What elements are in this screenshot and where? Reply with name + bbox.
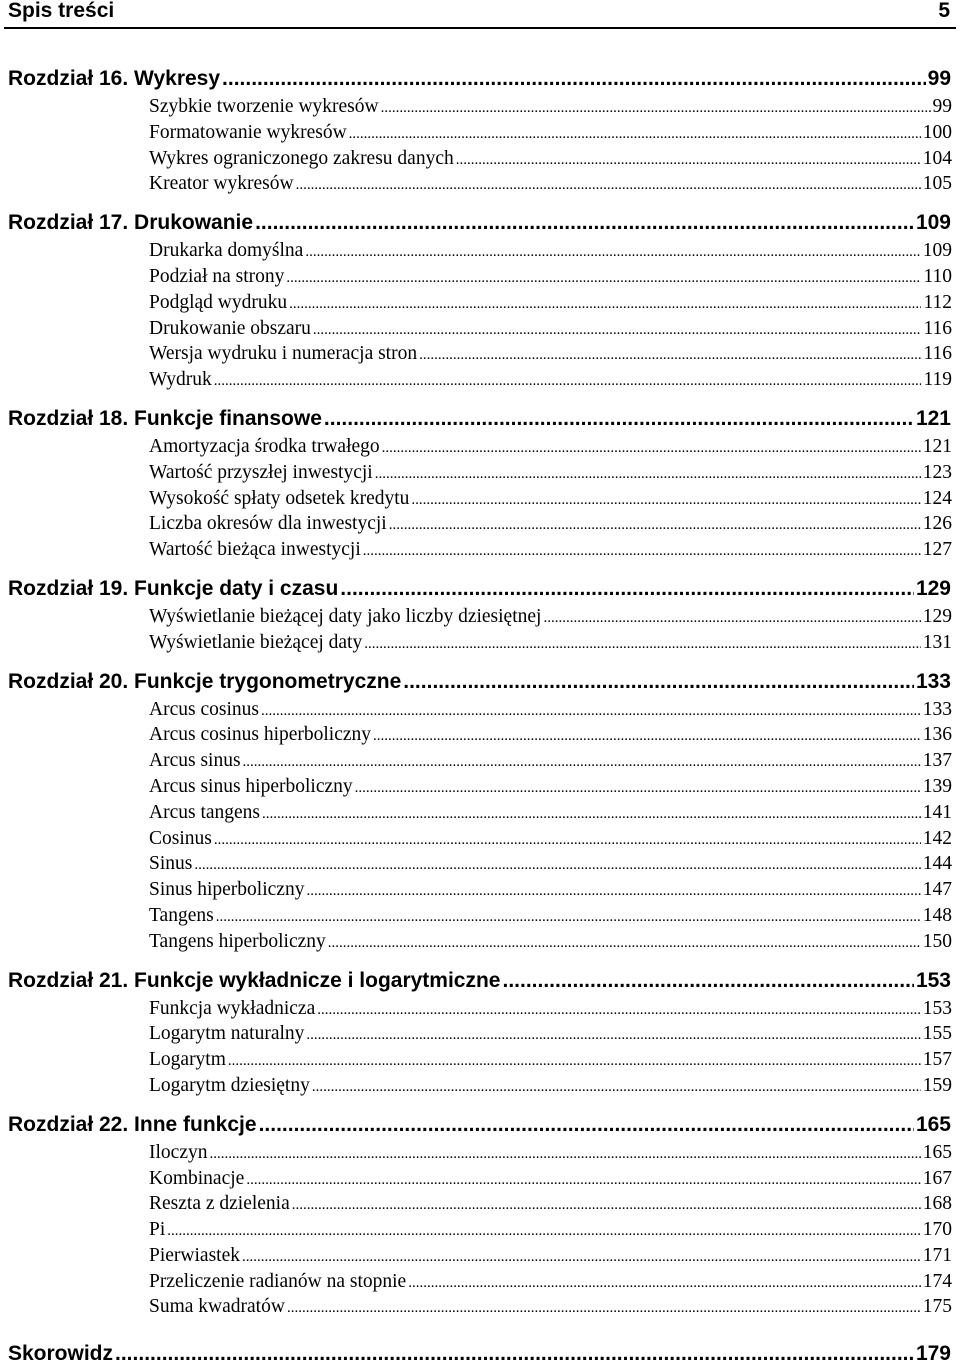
chapter-entry[interactable] bbox=[8, 667, 951, 697]
section-entry-title: Arcus sinus bbox=[149, 750, 241, 772]
section-entry-page: 116 bbox=[923, 343, 952, 365]
dot-leader bbox=[317, 998, 921, 1024]
section-entry-page: 159 bbox=[922, 1074, 952, 1096]
table-of-contents bbox=[0, 64, 960, 1369]
chapter-entry[interactable] bbox=[8, 404, 951, 434]
chapter-entry-title: Rozdział 21. Funkcje wykładnicze i logarytmiczne bbox=[8, 968, 501, 992]
chapter-entry-page: 133 bbox=[915, 669, 951, 693]
dot-leader bbox=[364, 632, 921, 658]
section-entry-page: 168 bbox=[922, 1193, 952, 1215]
section-entry-page: 110 bbox=[923, 265, 952, 287]
section-entry[interactable] bbox=[149, 434, 952, 460]
section-entry-page: 167 bbox=[922, 1167, 952, 1189]
section-entry-title: Arcus cosinus bbox=[149, 698, 259, 720]
section-entry-title: Drukowanie obszaru bbox=[149, 317, 311, 339]
section-entry-page: 144 bbox=[922, 853, 952, 875]
section-entry-title: Podgląd wydruku bbox=[149, 291, 288, 313]
chapter-block bbox=[0, 574, 960, 656]
section-entry[interactable] bbox=[149, 996, 952, 1022]
section-entry[interactable] bbox=[149, 367, 952, 393]
section-entry-page: 148 bbox=[922, 904, 952, 926]
section-entry[interactable] bbox=[149, 316, 952, 342]
section-entry-title: Amortyzacja środka trwałego bbox=[149, 435, 380, 457]
dot-leader bbox=[214, 828, 921, 854]
dot-leader bbox=[242, 1245, 921, 1271]
header-divider bbox=[4, 27, 956, 29]
dot-leader bbox=[296, 173, 921, 199]
section-entry[interactable] bbox=[149, 486, 952, 512]
section-entry[interactable] bbox=[149, 877, 952, 903]
section-entry-page: 127 bbox=[922, 539, 952, 561]
section-entry-title: Pi bbox=[149, 1219, 166, 1241]
chapter-entry-title: Rozdział 16. Wykresy bbox=[8, 67, 221, 90]
chapter-entry-title: Rozdział 18. Funkcje finansowe bbox=[8, 406, 322, 430]
section-entry-page: 99 bbox=[932, 96, 952, 117]
section-entry-page: 147 bbox=[922, 879, 952, 901]
dot-leader bbox=[419, 343, 921, 369]
chapter-entry-page: 153 bbox=[915, 968, 951, 992]
section-entry-title: Wartość bieżąca inwestycji bbox=[149, 539, 361, 561]
dot-leader bbox=[411, 488, 920, 514]
chapter-entry-page: 129 bbox=[915, 576, 951, 600]
dot-leader bbox=[328, 931, 921, 957]
page-header bbox=[0, 0, 960, 26]
section-entry[interactable] bbox=[149, 851, 952, 877]
section-entry-title: Sinus bbox=[149, 853, 193, 875]
section-entry-title: Liczba okresów dla inwestycji bbox=[149, 513, 387, 535]
section-entry-title: Suma kwadratów bbox=[149, 1296, 285, 1318]
dot-leader bbox=[214, 369, 922, 395]
section-entry-page: 100 bbox=[922, 121, 952, 143]
dot-leader bbox=[373, 724, 921, 750]
dot-leader bbox=[305, 240, 920, 266]
section-entry-title: Szybkie tworzenie wykresów bbox=[149, 96, 379, 117]
section-entry[interactable] bbox=[149, 826, 952, 852]
dot-leader bbox=[262, 802, 921, 828]
section-entry-page: 116 bbox=[923, 317, 952, 339]
chapter-entry-page: 121 bbox=[915, 406, 951, 430]
chapter-entry-page: 99 bbox=[927, 67, 951, 90]
section-entry[interactable] bbox=[149, 1047, 952, 1073]
dot-leader bbox=[216, 905, 921, 931]
section-entry[interactable] bbox=[149, 1217, 952, 1243]
section-entry-title: Sinus hiperboliczny bbox=[149, 879, 305, 901]
section-entry-title: Wartość przyszłej inwestycji bbox=[149, 461, 373, 483]
dot-leader bbox=[289, 292, 921, 318]
section-entry[interactable] bbox=[149, 1073, 952, 1099]
chapter-entry[interactable] bbox=[8, 1110, 951, 1140]
section-entry[interactable] bbox=[149, 748, 952, 774]
page-header-title: Spis treści bbox=[8, 0, 115, 22]
section-entry[interactable] bbox=[149, 341, 952, 367]
dot-leader bbox=[292, 1193, 921, 1219]
chapter-entry-title: Rozdział 22. Inne funkcje bbox=[8, 1112, 257, 1136]
section-entry-title: Wyświetlanie bieżącej daty bbox=[149, 631, 363, 653]
dot-leader bbox=[312, 1075, 921, 1101]
dot-leader bbox=[287, 1296, 921, 1322]
dot-leader bbox=[261, 699, 921, 725]
section-entry[interactable] bbox=[149, 1243, 952, 1269]
section-entry-title: Funkcja wykładnicza bbox=[149, 997, 316, 1019]
dot-leader bbox=[503, 966, 914, 996]
section-entry[interactable] bbox=[149, 94, 952, 120]
section-entry-title: Kreator wykresów bbox=[149, 173, 294, 195]
section-entry-title: Formatowanie wykresów bbox=[149, 121, 347, 143]
section-entry-page: 109 bbox=[922, 240, 952, 262]
chapter-entry[interactable] bbox=[8, 208, 951, 238]
section-entry-page: 137 bbox=[922, 750, 952, 772]
dot-leader bbox=[355, 776, 921, 802]
section-entry-page: 133 bbox=[922, 698, 952, 720]
section-entry-page: 112 bbox=[923, 291, 952, 313]
section-entry[interactable] bbox=[149, 630, 952, 656]
section-entry-page: 121 bbox=[922, 435, 952, 457]
section-entry-title: Podział na strony bbox=[149, 265, 285, 287]
dot-leader bbox=[381, 96, 931, 122]
dot-leader bbox=[255, 208, 914, 238]
section-entry-title: Wersja wydruku i numeracja stron bbox=[149, 343, 418, 365]
dot-leader bbox=[243, 750, 921, 776]
chapter-block bbox=[0, 667, 960, 955]
chapter-block bbox=[0, 966, 960, 1099]
section-entry-page: 157 bbox=[922, 1049, 952, 1071]
section-entry-page: 175 bbox=[922, 1296, 952, 1318]
section-entry-page: 105 bbox=[922, 173, 952, 195]
dot-leader bbox=[403, 667, 914, 697]
dot-leader bbox=[324, 404, 914, 434]
section-entry-title: Cosinus bbox=[149, 827, 212, 849]
dot-leader bbox=[456, 148, 921, 174]
dot-leader bbox=[389, 513, 921, 539]
dot-leader bbox=[363, 539, 921, 565]
chapter-entry[interactable] bbox=[8, 574, 951, 604]
chapter-entry-title: Rozdział 19. Funkcje daty i czasu bbox=[8, 576, 339, 600]
chapter-entry-title: Rozdział 17. Drukowanie bbox=[8, 211, 254, 235]
section-entry-page: 139 bbox=[922, 775, 952, 797]
section-entry-title: Drukarka domyślna bbox=[149, 240, 304, 262]
section-entry[interactable] bbox=[149, 120, 952, 146]
section-entry-page: 150 bbox=[922, 930, 952, 952]
section-entry[interactable] bbox=[149, 171, 952, 197]
section-entry[interactable] bbox=[149, 1166, 952, 1192]
section-entry[interactable] bbox=[149, 1294, 952, 1320]
section-entry-page: 174 bbox=[922, 1270, 952, 1292]
section-entry-title: Tangens bbox=[149, 904, 214, 926]
section-entry-page: 119 bbox=[923, 369, 952, 391]
section-entry[interactable] bbox=[149, 697, 952, 723]
section-entry-title: Reszta z dzielenia bbox=[149, 1193, 290, 1215]
section-entry-title: Wydruk bbox=[149, 369, 212, 391]
section-entry-page: 136 bbox=[922, 724, 952, 746]
section-entry-page: 142 bbox=[922, 827, 952, 849]
chapter-block bbox=[0, 208, 960, 393]
section-entry-title: Przeliczenie radianów na stopnie bbox=[149, 1270, 407, 1292]
section-entry-page: 153 bbox=[922, 997, 952, 1019]
section-entry-title: Wysokość spłaty odsetek kredytu bbox=[149, 487, 410, 509]
index-entry[interactable] bbox=[8, 1339, 951, 1369]
section-entry-page: 124 bbox=[922, 487, 952, 509]
section-entry[interactable] bbox=[149, 722, 952, 748]
dot-leader bbox=[115, 1339, 914, 1369]
dot-leader bbox=[228, 1049, 921, 1075]
dot-leader bbox=[209, 1142, 920, 1168]
section-entry-page: 104 bbox=[922, 147, 952, 169]
section-entry[interactable] bbox=[149, 929, 952, 955]
dot-leader bbox=[382, 436, 921, 462]
section-entry[interactable] bbox=[149, 1021, 952, 1047]
dot-leader bbox=[286, 266, 921, 292]
section-entry-page: 131 bbox=[922, 631, 952, 653]
section-entry-page: 129 bbox=[922, 605, 952, 627]
section-entry-page: 165 bbox=[922, 1141, 952, 1163]
section-entry-page: 123 bbox=[922, 461, 952, 483]
section-entry-page: 126 bbox=[922, 513, 952, 535]
section-entry[interactable] bbox=[149, 511, 952, 537]
section-entry[interactable] bbox=[149, 1140, 952, 1166]
dot-leader bbox=[222, 64, 926, 94]
chapter-entry[interactable] bbox=[8, 966, 951, 996]
dot-leader bbox=[306, 1023, 920, 1049]
section-entry-page: 141 bbox=[922, 801, 952, 823]
chapter-entry-page: 109 bbox=[915, 211, 951, 235]
section-entry-title: Wyświetlanie bieżącej daty jako liczby dziesiętnej bbox=[149, 605, 542, 627]
dot-leader bbox=[340, 574, 914, 604]
section-entry-title: Wykres ograniczonego zakresu danych bbox=[149, 147, 454, 169]
dot-leader bbox=[543, 606, 920, 632]
section-entry-title: Logarytm bbox=[149, 1049, 226, 1071]
index-entry-page: 179 bbox=[915, 1342, 951, 1366]
dot-leader bbox=[194, 853, 920, 879]
section-entry[interactable] bbox=[149, 460, 952, 486]
chapter-block bbox=[0, 404, 960, 563]
dot-leader bbox=[349, 122, 921, 148]
section-entry-title: Logarytm dziesiętny bbox=[149, 1074, 310, 1096]
chapter-block bbox=[0, 64, 960, 197]
dot-leader bbox=[375, 462, 921, 488]
page-number: 5 bbox=[938, 0, 950, 22]
section-entry[interactable] bbox=[149, 290, 952, 316]
section-entry[interactable] bbox=[149, 146, 952, 172]
dot-leader bbox=[408, 1271, 921, 1297]
section-entry[interactable] bbox=[149, 1269, 952, 1295]
chapter-entry-page: 165 bbox=[915, 1112, 951, 1136]
section-entry-page: 155 bbox=[922, 1023, 952, 1045]
dot-leader bbox=[246, 1168, 920, 1194]
dot-leader bbox=[306, 879, 920, 905]
section-entry[interactable] bbox=[149, 238, 952, 264]
section-entry-title: Arcus tangens bbox=[149, 801, 261, 823]
dot-leader bbox=[313, 318, 922, 344]
dot-leader bbox=[259, 1110, 914, 1140]
section-entry[interactable] bbox=[149, 774, 952, 800]
chapter-entry[interactable] bbox=[8, 64, 951, 94]
section-entry-title: Tangens hiperboliczny bbox=[149, 930, 326, 952]
section-entry-page: 171 bbox=[922, 1244, 952, 1266]
section-entry-title: Kombinacje bbox=[149, 1167, 245, 1189]
section-entry-title: Arcus cosinus hiperboliczny bbox=[149, 724, 372, 746]
section-entry-page: 170 bbox=[922, 1219, 952, 1241]
index-entry-title: Skorowidz bbox=[8, 1342, 114, 1366]
section-entry[interactable] bbox=[149, 800, 952, 826]
section-entry-title: Arcus sinus hiperboliczny bbox=[149, 775, 353, 797]
chapter-block bbox=[0, 1110, 960, 1321]
section-entry[interactable] bbox=[149, 604, 952, 630]
section-entry[interactable] bbox=[149, 1191, 952, 1217]
section-entry[interactable] bbox=[149, 264, 952, 290]
dot-leader bbox=[167, 1219, 920, 1245]
section-entry[interactable] bbox=[149, 537, 952, 563]
section-entry-title: Iloczyn bbox=[149, 1141, 208, 1163]
section-entry[interactable] bbox=[149, 903, 952, 929]
chapter-entry-title: Rozdział 20. Funkcje trygonometryczne bbox=[8, 669, 402, 693]
section-entry-title: Logarytm naturalny bbox=[149, 1023, 305, 1045]
section-entry-title: Pierwiastek bbox=[149, 1244, 240, 1266]
